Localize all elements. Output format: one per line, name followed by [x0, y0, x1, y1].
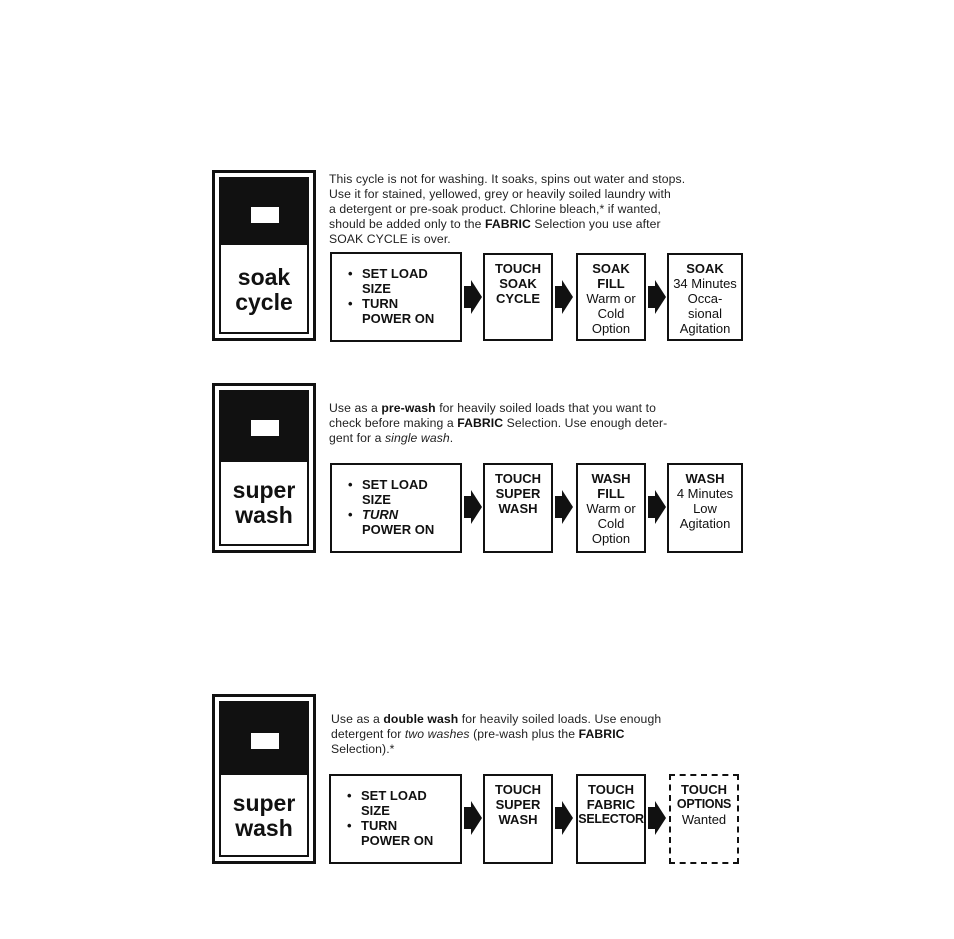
step-set-load-size: • SET LOAD SIZE • TURN POWER ON	[329, 774, 462, 864]
panel-label-soak: soak	[237, 264, 291, 290]
right-arrow-icon	[555, 490, 573, 524]
super-wash-button[interactable]	[212, 383, 316, 553]
step-wash-4-minutes: WASH 4 Minutes Low Agitation	[667, 463, 743, 553]
indicator-light-icon	[251, 733, 279, 749]
right-arrow-icon	[555, 280, 573, 314]
right-arrow-icon	[464, 280, 482, 314]
soak-cycle-button[interactable]	[212, 170, 316, 341]
indicator-light-icon	[251, 420, 279, 436]
super-wash-button[interactable]	[212, 694, 316, 864]
panel-label-super: super	[232, 790, 296, 816]
step-touch-fabric-selector: TOUCH FABRIC SELECTOR	[576, 774, 646, 864]
step-set-load-size: • SET LOAD SIZE • TURN POWER ON	[330, 252, 462, 342]
indicator-light-icon	[251, 207, 279, 223]
step-soak-fill: SOAK FILL Warm or Cold Option	[576, 253, 646, 341]
step-soak-34-minutes: SOAK 34 Minutes Occa- sional Agitation	[667, 253, 743, 341]
step-wash-fill: WASH FILL Warm or Cold Option	[576, 463, 646, 553]
step-set-load-size: • SET LOAD SIZE • TURN POWER ON	[330, 463, 462, 553]
right-arrow-icon	[648, 801, 666, 835]
right-arrow-icon	[555, 801, 573, 835]
panel-label-super: super	[232, 477, 296, 503]
step-touch-super-wash: TOUCH SUPER WASH	[483, 774, 553, 864]
soak-cycle-description: This cycle is not for washing. It soaks, spins out water and stops. Use it for stained, yellowed, grey or heavily soiled laundry with a detergent or pre-soak product. Chlorine bleach,* if wanted, should be added only to the FABRIC Selection you use after SOAK CYCLE is over.	[329, 172, 686, 246]
panel-label-wash: wash	[235, 502, 293, 528]
panel-label-cycle: cycle	[235, 289, 293, 315]
step-touch-super-wash: TOUCH SUPER WASH	[483, 463, 553, 553]
right-arrow-icon	[464, 490, 482, 524]
super-wash-prewash-description: Use as a pre-wash for heavily soiled loads that you want to check before making a FABRIC Selection. Use enough deter- gent for a single wash.	[329, 401, 668, 445]
right-arrow-icon	[648, 490, 666, 524]
right-arrow-icon	[648, 280, 666, 314]
step-touch-soak-cycle: TOUCH SOAK CYCLE	[483, 253, 553, 341]
step-touch-options-wanted: TOUCH OPTIONS Wanted	[669, 774, 739, 864]
panel-label-wash: wash	[235, 815, 293, 841]
right-arrow-icon	[464, 801, 482, 835]
super-wash-double-description: Use as a double wash for heavily soiled loads. Use enough detergent for two washes (pre-wash plus the FABRIC Selection).*	[331, 712, 662, 756]
